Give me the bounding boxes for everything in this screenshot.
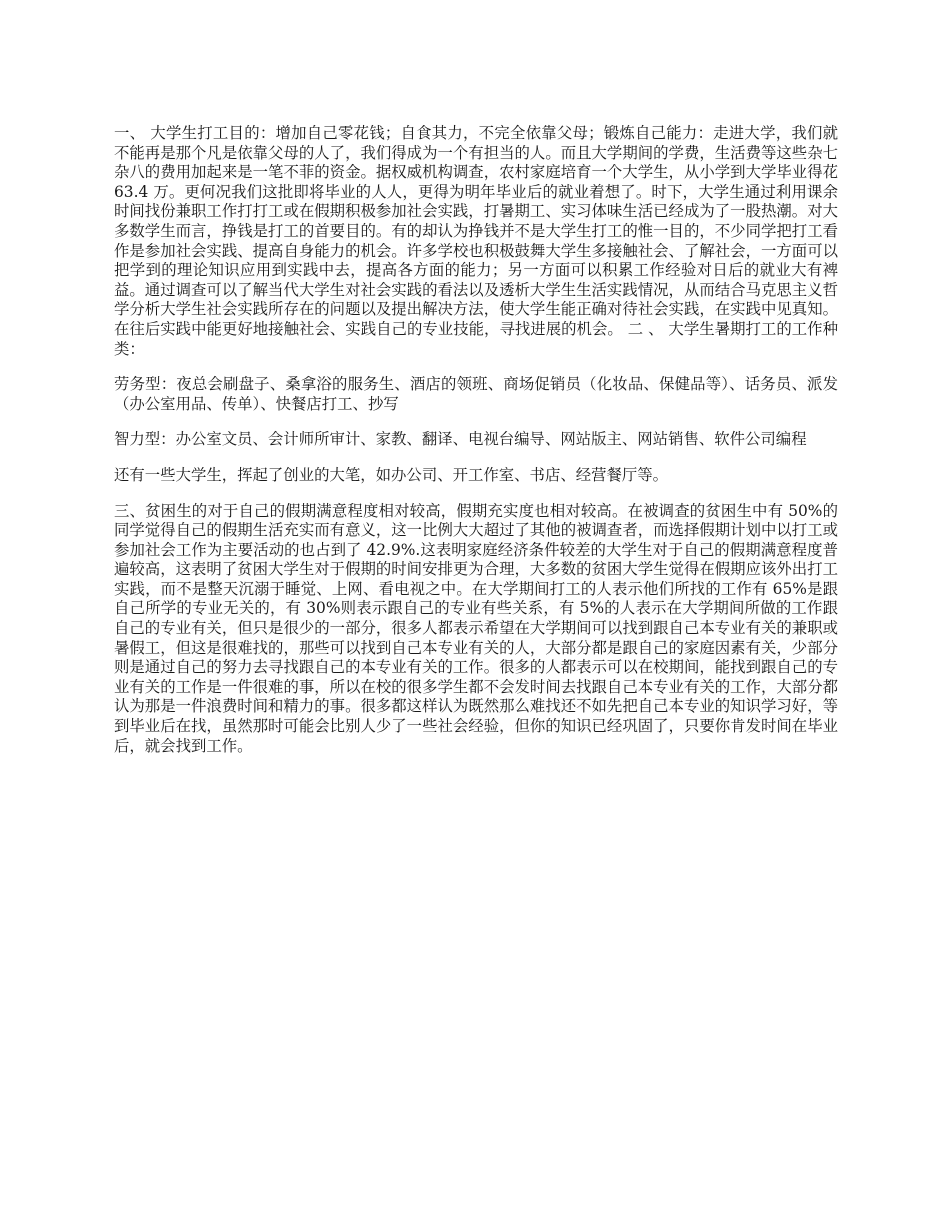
paragraph-purpose: 一、 大学生打工目的：增加自己零花钱；自食其力，不完全依靠父母；锻炼自己能力：走进大学，我们就不能再是那个凡是依靠父母的人了，我们得成为一个有担当的人。而且大学期间的学费，生活费等这些杂七杂八的费用加起来是一笔不菲的资金。据权威机构调查，农村家庭培育一个大学生，从小学到大学毕业得花 63.4 万。更何况我们这批即将毕业的人人，更得为明年毕业后的就业着想了。时下，大学生通过利用课余时间找份兼职工作打打工或在假期积极参加社会实践，打暑期工、实习体味生活已经成为了一股热潮。对大多数学生而言，挣钱是打工的首要目的。有的却认为挣钱并不是大学生打工的惟一目的，不少同学把打工看作是参加社会实践、提高自身能力的机会。许多学校也积极鼓舞大学生多接触社会、了解社会，一方面可以把学到的理论知识应用到实践中去，提高各方面的能力；另一方面可以积累工作经验对日后的就业大有裨益。通过调查可以了解当代大学生对社会实践的看法以及透析大学生生活实践情况，从而结合马克思主义哲学分析大学生社会实践所存在的问题以及提出解决方法，使大学生能正确对待社会实践，在实践中见真知。在往后实践中能更好地接触社会、实践自己的专业技能，寻找进展的机会。 二 、 大学生暑期打工的工作种类： <box>114 124 838 358</box>
paragraph-labor-type: 劳务型：夜总会刷盘子、桑拿浴的服务生、酒店的领班、商场促销员（化妆品、保健品等）、话务员、派发（办公室用品、传单）、快餐店打工、抄写 <box>114 375 838 413</box>
paragraph-entrepreneurship: 还有一些大学生，挥起了创业的大笔，如办公司、开工作室、书店、经营餐厅等。 <box>114 465 669 484</box>
paragraph-intellectual-type: 智力型：办公室文员、会计师所审计、家教、翻译、电视台编导、网站版主、网站销售、软件公司编程 <box>114 430 807 449</box>
paragraph-poor-students: 三、贫困生的对于自己的假期满意程度相对较高，假期充实度也相对较高。在被调查的贫困生中有 50%的同学觉得自己的假期生活充实而有意义，这一比例大大超过了其他的被调查者，而选择假期计划中以打工或参加社会工作为主要活动的也占到了 42.9%.这表明家庭经济条件较差的大学生对于自己的假期满意程度普遍较高，这表明了贫困大学生对于假期的时间安排更为合理，大多数的贫困大学生觉得在假期应该外出打工实践，而不是整天沉溺于睡觉、上网、看电视之中。在大学期间打工的人表示他们所找的工作有 65%是跟自己所学的专业无关的，有 30%则表示跟自己的专业有些关系，有 5%的人表示在大学期间所做的工作跟自己的专业有关，但只是很少的一部分，很多人都表示希望在大学期间可以找到跟自己本专业有关的兼职或暑假工，但这是很难找的，那些可以找到自己本专业有关的人，大部分都是跟自己的家庭因素有关，少部分则是通过自己的努力去寻找跟自己的本专业有关的工作。很多的人都表示可以在校期间，能找到跟自己的专业有关的工作是一件很难的事，所以在校的很多学生都不会发时间去找跟自己本专业有关的工作，大部分都认为那是一件浪费时间和精力的事。很多都这样认为既然那么难找还不如先把自己本专业的知识学习好，等到毕业后在找，虽然那时可能会比别人少了一些社会经验，但你的知识已经巩固了，只要你肯发时间在毕业后，就会找到工作。 <box>114 501 838 755</box>
document-body <box>114 124 838 772</box>
